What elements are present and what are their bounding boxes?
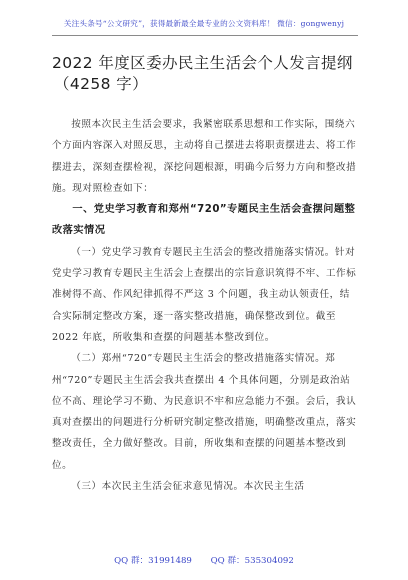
document-body: [52, 114, 358, 497]
footer-qq-group-1: QQ 群：31991489: [114, 556, 192, 566]
footer-contact: [0, 554, 408, 566]
item-paragraph-2: （二）郑州“720”专题民主生活会的整改措施落实情况。郑州“720”专题民主生活会我共查摆出 4 个具体问题，分别是政治站位不高、理论学习不勤、为民意识不牢和应急能力不强。会后，我认真对查摆出的问题进行分析研究制定整改措施，明确整改重点，落实整改责任，全力做好整改。目前，所收集和查摆的问题基本整改到位。: [52, 353, 357, 471]
intro-paragraph: 按照本次民主生活会要求，我紧密联系思想和工作实际，围绕六个方面内容深入对照反思，主动将自己摆进去将职责摆进去、将工作摆进去，深刻查摆检视，深挖问题根源，明确今后努力方向和整改措施。现对照检查如下：: [52, 119, 357, 194]
document-title: [52, 53, 362, 95]
item-paragraph-1: （一）党史学习教育专题民主生活会的整改措施落实情况。针对党史学习教育专题民主生活会上查摆出的宗旨意识筑得不牢、工作标准树得不高、作风纪律抓得不严这 3 个问题，我主动认领责任，结合实际制定整改方案，逐一落实整改措施，确保整改到位。截至 2022 年底，所收集和查摆的问题基本整改到位。: [52, 246, 357, 343]
header-banner: 关注头条号“公文研究”，获得最新最全最专业的公文资料库！ 微信：gongwenyj: [63, 19, 345, 28]
header-divider: [52, 35, 358, 36]
section-heading-1: 一、党史学习教育和郑州“720”专题民主生活会查摆问题整改落实情况: [52, 204, 356, 237]
footer-qq-group-2: QQ 群：535304092: [210, 556, 294, 566]
title-line-2: （4258 字）: [54, 75, 149, 93]
title-line-1: 2022 年度区委办民主生活会个人发言提纲: [52, 54, 353, 72]
item-paragraph-3: （三）本次民主生活会征求意见情况。本次民主生活: [71, 481, 305, 493]
